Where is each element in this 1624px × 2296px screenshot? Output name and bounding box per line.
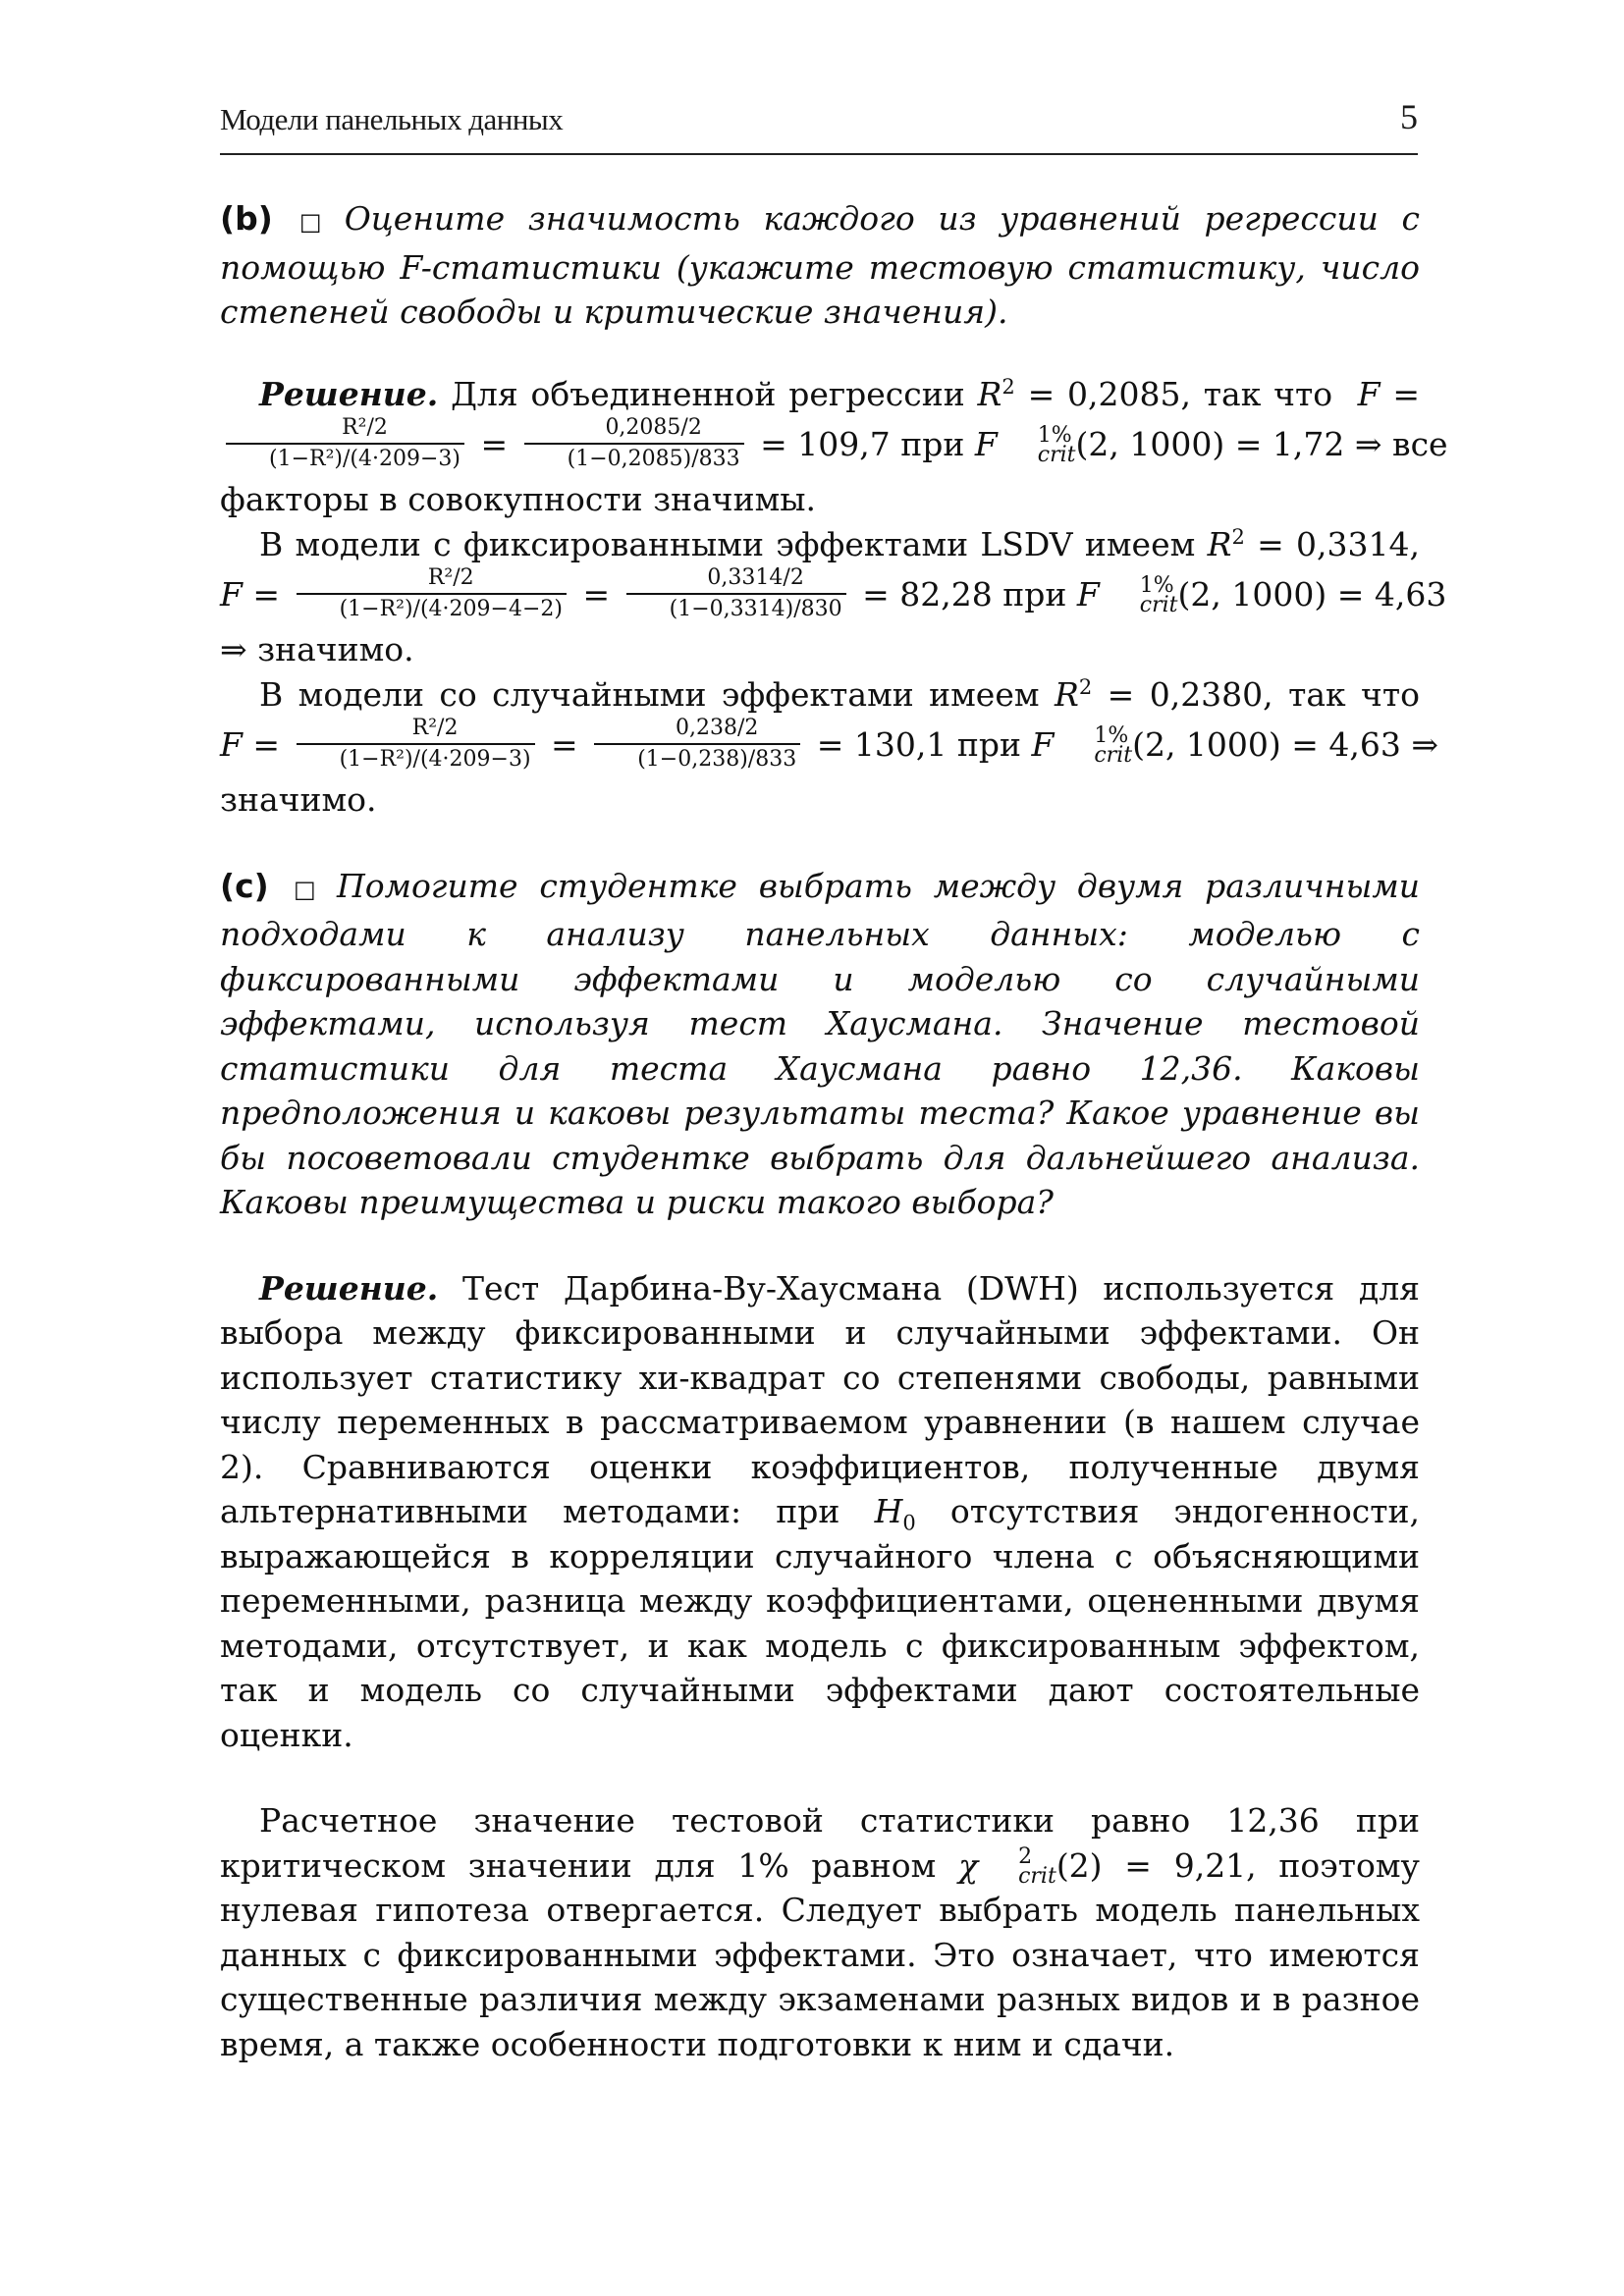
pooled-crit: (2, 1000) = 1,72 xyxy=(1075,425,1345,463)
fraction: $\frac{\text{R²/2}}{\text{(1−R²)/(4·209−3)}}$ xyxy=(297,714,535,774)
random-conclusion: значимо. xyxy=(220,780,377,819)
solution-c-p2: Расчетное значение тестовой статистики равно 12,36 при критическом значении для 1% равном χ 2 crit (2) = 9,21, поэтому нулевая гипотеза отвергается. Следует выбрать модель панельных данных с фиксированными эффектами. Это означает, что имеются существенные различия между экзаменами разных видов и в разное время, а также особенности подготовки к ним и сдачи. xyxy=(220,1801,1420,2063)
solution-c-p1: Решение. Тест Дарбина-Ву-Хаусмана (DWH) используется для выбора между фиксированными и случайными эффектами. Он использует статистику хи-квадрат со степенями свободы, равными числу переменных в рассматриваемом уравнении (в нашем случае 2). Сравниваются оценки коэффициентов, полученные двумя альтернативными методами: при $H_0$ отсутствия эндогенности, выражающейся в корреляции случайного члена с объясняющими переменными, разница между коэффициентами, оцененными двумя методами, отсутствует, и как модель с фиксированным эффектом, так и модель со случайными эффектами дают состоятельные оценки. xyxy=(220,1268,1420,1754)
question-b xyxy=(220,196,1420,335)
random-crit: (2, 1000) = 4,63 ⇒ xyxy=(1132,725,1439,764)
solution-b-pooled: Решение. Для объединенной регрессии $R^2 = 0,2085$, так что F = $\frac{\text{R²/2}}{\text{(1−R²)/(4·209−3)}}$ = $\frac{0,2085/2}{(1-0,2085)/833}$ = 109,7 при F 1% crit (2, 1000) = 1,72 ⇒ все факторы в совокупности значимы. xyxy=(220,374,1448,518)
pooled-conclusion: факторы в совокупности значимы. xyxy=(220,480,817,518)
question-b-text: Оцените значимость каждого из уравнений регрессии с помощью F-статистики (укажите тестовую статистику, число степеней свободы и критические значения). xyxy=(220,199,1420,331)
question-c xyxy=(220,864,1420,1225)
pooled-r2: 0,2085 xyxy=(1067,374,1181,413)
checkbox-icon: □ xyxy=(282,875,327,903)
solution-b-random: В модели со случайными эффектами имеем $R^2 = 0,2380$, так что F = $\frac{\text{R²/2}}{\text{(1−R²)/(4·209−3)}}$ = $\frac{0,238/2}{(1-0,238)/833}$ = 130,1 при F 1% crit (2, 1000) = 4,63 ⇒ значимо. xyxy=(220,674,1439,819)
fixed-lead: В модели с фиксированными эффектами LSDV имеем xyxy=(259,524,1196,563)
random-lead: В модели со случайными эффектами имеем xyxy=(259,674,1040,714)
fixed-r2: 0,3314, xyxy=(1296,524,1420,563)
pooled-formula: $\frac{\text{R²/2}}{\text{(1−R²)/(4·209−3)}}$ = $\frac{0,2085/2}{(1-0,2085)/833}$ = 109,7 при F 1% crit (2, 1000) = 1,72 ⇒ все xyxy=(220,425,1448,463)
fixed-crit: (2, 1000) = 4,63 xyxy=(1177,575,1447,614)
solution-b xyxy=(220,372,1448,823)
pooled-lead: Для объединенной регрессии xyxy=(451,374,965,413)
question-c-text: Помогите студентке выбрать между двумя различными подходами к анализу панельных данных: моделью с фиксированными эффектами и моделью со случайными эффектами, используя тест Хаусмана. Значение тестовой статистики для теста Хаусмана равно 12,36. Каковы предположения и каковы результаты теста? Какое уравнение вы бы посоветовали студентке выбрать для дальнейшего анализа. Каковы преимущества и риски такого выбора? xyxy=(220,866,1420,1221)
random-r2: 0,2380, xyxy=(1149,674,1273,714)
fraction: $\frac{\text{R²/2}}{\text{(1−R²)/(4·209−4−2)}}$ xyxy=(297,563,567,624)
solution-b-fixed: В модели с фиксированными эффектами LSDV имеем $R^2 = 0,3314$, F = $\frac{\text{R²/2}}{\text{(1−R²)/(4·209−4−2)}}$ = $\frac{0,3314/2}{(1-0,3314)/830}$ = 82,28 при F 1% crit (2, 1000) = 4,63 ⇒ значимо. xyxy=(220,524,1447,668)
fraction: $\frac{\text{R²/2}}{\text{(1−R²)/(4·209−3)}}$ xyxy=(226,413,464,474)
fixed-conclusion: ⇒ значимо. xyxy=(220,630,414,668)
fixed-f-value: 82,28 xyxy=(899,575,993,614)
page-content xyxy=(220,196,1448,2066)
checkbox-icon: □ xyxy=(286,208,335,236)
solution-c-label: Решение. xyxy=(259,1268,439,1308)
page-number: 5 xyxy=(1400,97,1418,136)
page-header xyxy=(220,97,1418,155)
fraction: $\frac{0,2085/2}{(1-0,2085)/833}$ xyxy=(524,413,744,474)
running-head: Модели панельных данных xyxy=(220,102,564,136)
pooled-r2-expr: $R^2 = 0,2085$, xyxy=(977,374,1191,413)
question-c-label: (c) xyxy=(220,866,269,905)
solution-b-label: Решение. xyxy=(259,374,439,413)
fraction: $\frac{0,238/2}{(1-0,238)/833}$ xyxy=(594,714,800,774)
fixed-formula: F = $\frac{\text{R²/2}}{\text{(1−R²)/(4·209−4−2)}}$ = $\frac{0,3314/2}{(1-0,3314)/830}$ = 82,28 при F 1% crit (2, 1000) = 4,63 xyxy=(220,575,1446,614)
random-formula: F = $\frac{\text{R²/2}}{\text{(1−R²)/(4·209−3)}}$ = $\frac{0,238/2}{(1-0,238)/833}$ = 130,1 при F 1% crit (2, 1000) = 4,63 ⇒ xyxy=(220,725,1438,764)
question-b-label: (b) xyxy=(220,199,273,238)
fraction: $\frac{0,3314/2}{(1-0,3314)/830}$ xyxy=(626,563,846,624)
pooled-f-value: 109,7 xyxy=(797,425,891,463)
random-f-value: 130,1 xyxy=(853,725,947,764)
